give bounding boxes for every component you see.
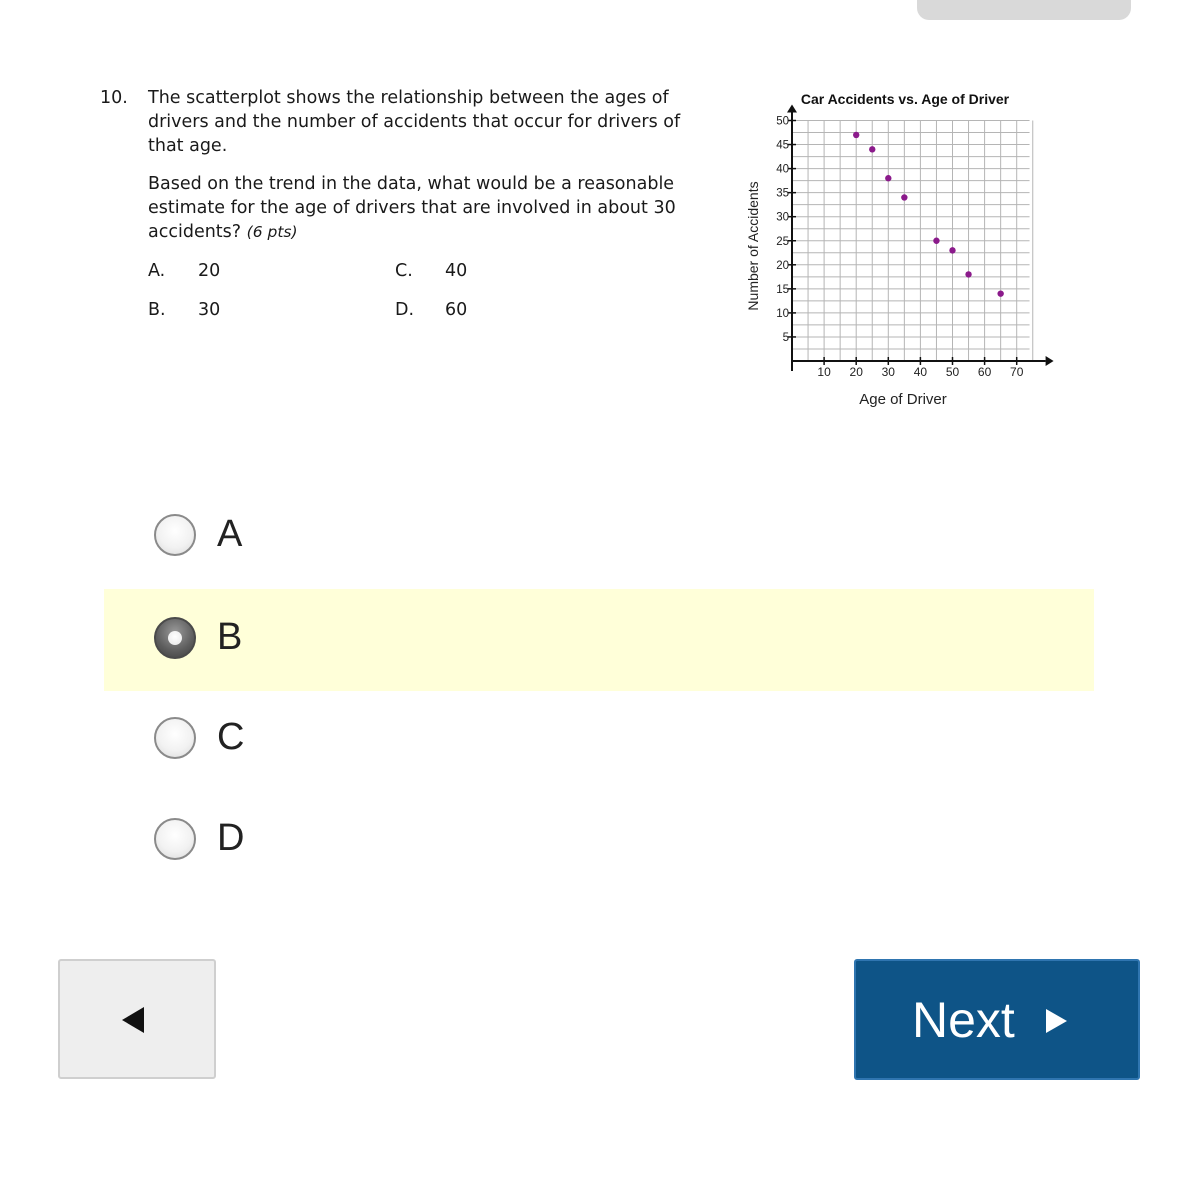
data-point bbox=[997, 290, 1003, 296]
x-tick-label: 20 bbox=[849, 365, 863, 379]
y-tick-label: 25 bbox=[776, 235, 789, 248]
question-prompt bbox=[148, 172, 718, 244]
radio-button-b[interactable] bbox=[154, 617, 196, 659]
chart-ticks bbox=[776, 116, 1023, 380]
question-prompt-text: Based on the trend in the data, what would be a reasonable estimate for the age of drivers that are involved in about 30 accidents? bbox=[148, 174, 676, 242]
y-tick-label: 20 bbox=[776, 259, 789, 272]
choice-value: 60 bbox=[445, 300, 468, 320]
y-tick-label: 35 bbox=[776, 187, 789, 200]
choice-value: 20 bbox=[198, 261, 221, 281]
chart-grid bbox=[792, 121, 1033, 362]
data-point bbox=[853, 132, 859, 138]
radio-button-d[interactable] bbox=[154, 818, 196, 860]
choice-letter: C. bbox=[395, 261, 413, 281]
data-point bbox=[869, 146, 875, 152]
radio-button-c[interactable] bbox=[154, 717, 196, 759]
left-triangle-icon bbox=[122, 1007, 144, 1033]
next-button-label: Next bbox=[912, 992, 1015, 1048]
data-point bbox=[901, 194, 907, 200]
answer-label-c: C bbox=[217, 716, 245, 758]
question-number: 10. bbox=[100, 88, 128, 108]
data-point bbox=[885, 175, 891, 181]
x-tick-label: 70 bbox=[1010, 365, 1024, 379]
y-tick-label: 40 bbox=[776, 163, 789, 176]
answer-label-a: A bbox=[217, 513, 243, 555]
choice-value: 30 bbox=[198, 300, 221, 320]
choice-letter: B. bbox=[148, 300, 166, 320]
answer-label-b: B bbox=[217, 616, 243, 658]
y-axis-label: Number of Accidents bbox=[745, 181, 761, 311]
data-point bbox=[949, 247, 955, 253]
question-points: (6 pts) bbox=[246, 223, 298, 241]
answer-option-b[interactable] bbox=[104, 589, 1094, 691]
y-tick-label: 5 bbox=[782, 331, 789, 344]
y-tick-label: 30 bbox=[776, 211, 789, 224]
x-axis-arrow bbox=[1046, 356, 1054, 366]
x-tick-label: 30 bbox=[881, 365, 895, 379]
data-point bbox=[933, 238, 939, 244]
choice-letter: A. bbox=[148, 261, 166, 281]
x-tick-label: 50 bbox=[945, 365, 960, 379]
choice-letter: D. bbox=[395, 300, 415, 320]
chart-title: Car Accidents vs. Age of Driver bbox=[800, 91, 1010, 107]
radio-button-a[interactable] bbox=[154, 514, 196, 556]
x-tick-label: 10 bbox=[817, 365, 831, 379]
y-tick-label: 15 bbox=[776, 283, 789, 296]
right-triangle-icon bbox=[1046, 1009, 1067, 1033]
answer-option-d[interactable] bbox=[104, 790, 1094, 892]
answer-label-d: D bbox=[217, 817, 245, 859]
back-button[interactable] bbox=[58, 959, 216, 1079]
top-tab[interactable] bbox=[917, 0, 1131, 20]
x-tick-label: 40 bbox=[913, 365, 928, 379]
y-tick-label: 10 bbox=[776, 307, 789, 320]
y-tick-label: 50 bbox=[776, 115, 789, 128]
answer-option-a[interactable] bbox=[104, 486, 1094, 588]
y-tick-label: 45 bbox=[776, 139, 789, 152]
x-axis-label: Age of Driver bbox=[859, 391, 947, 408]
choice-value: 40 bbox=[445, 261, 468, 281]
question-body bbox=[148, 86, 718, 244]
question-text: The scatterplot shows the relationship between the ages of drivers and the number of accidents that occur for drivers of that age. bbox=[148, 88, 681, 156]
data-point bbox=[965, 271, 971, 277]
next-button[interactable] bbox=[854, 959, 1140, 1080]
answer-option-c[interactable] bbox=[104, 689, 1094, 791]
x-tick-label: 60 bbox=[977, 365, 992, 379]
y-axis-arrow bbox=[787, 105, 797, 113]
scatterplot-chart bbox=[740, 86, 1060, 416]
